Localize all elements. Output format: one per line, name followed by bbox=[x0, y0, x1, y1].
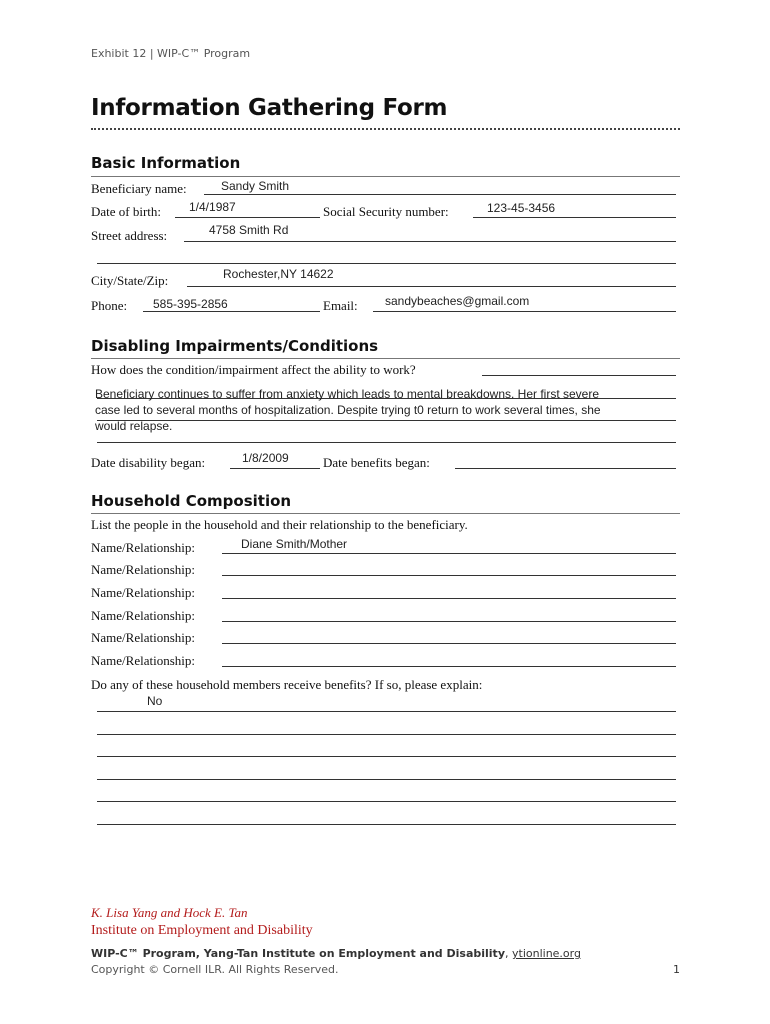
section-divider bbox=[91, 513, 680, 514]
footer-separator: , bbox=[505, 947, 512, 960]
work-impact-field[interactable] bbox=[482, 375, 676, 376]
street-address-value: 4758 Smith Rd bbox=[209, 223, 289, 237]
institute-logo-line1: K. Lisa Yang and Hock E. Tan bbox=[91, 905, 248, 920]
household-benefits-answer-line[interactable] bbox=[97, 801, 676, 802]
household-row-field[interactable] bbox=[222, 598, 676, 599]
household-row-field[interactable] bbox=[222, 553, 676, 554]
footer-website-link[interactable]: ytionline.org bbox=[512, 947, 581, 960]
beneficiary-name-value: Sandy Smith bbox=[221, 179, 290, 193]
beneficiary-name-field[interactable] bbox=[204, 194, 676, 195]
household-row-field[interactable] bbox=[222, 621, 676, 622]
page-number: 1 bbox=[673, 963, 680, 976]
city-state-zip-value: Rochester,NY 14622 bbox=[223, 267, 334, 281]
section-divider bbox=[91, 176, 680, 177]
ssn-value: 123-45-3456 bbox=[487, 201, 556, 215]
household-benefits-answer-line[interactable] bbox=[97, 824, 676, 825]
benefits-began-field[interactable] bbox=[455, 468, 676, 469]
household-row-label: Name/Relationship: bbox=[91, 653, 195, 668]
ssn-label: Social Security number: bbox=[323, 204, 449, 219]
email-value: sandybeaches@gmail.com bbox=[385, 294, 530, 308]
work-impact-question: How does the condition/impairment affect the ability to work? bbox=[91, 362, 416, 377]
dob-label: Date of birth: bbox=[91, 204, 162, 219]
beneficiary-name-label: Beneficiary name: bbox=[91, 181, 187, 196]
page-title: Information Gathering Form bbox=[91, 95, 448, 121]
disability-began-value: 1/8/2009 bbox=[242, 451, 289, 465]
household-row-label: Name/Relationship: bbox=[91, 630, 195, 645]
city-state-zip-field[interactable] bbox=[187, 286, 676, 287]
household-row-field[interactable] bbox=[222, 643, 676, 644]
dob-value: 1/4/1987 bbox=[189, 200, 236, 214]
household-row-label: Name/Relationship: bbox=[91, 585, 195, 600]
footer-copyright: Copyright © Cornell ILR. All Rights Reserved. bbox=[91, 963, 339, 976]
household-row-field[interactable] bbox=[222, 575, 676, 576]
footer-program bbox=[91, 947, 581, 960]
work-impact-answer-line[interactable] bbox=[97, 442, 676, 443]
footer-program-text: WIP-C™ Program, Yang-Tan Institute on Employment and Disability bbox=[91, 947, 505, 960]
phone-label: Phone: bbox=[91, 298, 128, 313]
household-row-label: Name/Relationship: bbox=[91, 562, 195, 577]
household-benefits-answer: No bbox=[147, 694, 163, 708]
section-divider bbox=[91, 358, 680, 359]
ssn-field[interactable] bbox=[473, 217, 676, 218]
disability-began-label: Date disability began: bbox=[91, 455, 206, 470]
street-address-label: Street address: bbox=[91, 228, 168, 243]
section-heading-basic: Basic Information bbox=[91, 154, 241, 172]
household-benefits-answer-line[interactable] bbox=[97, 711, 676, 712]
benefits-began-label: Date benefits began: bbox=[323, 455, 430, 470]
section-heading-disabling: Disabling Impairments/Conditions bbox=[91, 337, 379, 355]
street-address-field-line2[interactable] bbox=[97, 263, 676, 264]
household-instructions: List the people in the household and their relationship to the beneficiary. bbox=[91, 517, 468, 532]
phone-value: 585-395-2856 bbox=[153, 297, 228, 311]
street-address-field[interactable] bbox=[184, 241, 676, 242]
section-heading-household: Household Composition bbox=[91, 492, 292, 510]
city-state-zip-label: City/State/Zip: bbox=[91, 273, 169, 288]
household-benefits-answer-line[interactable] bbox=[97, 756, 676, 757]
email-label: Email: bbox=[323, 298, 358, 313]
work-impact-answer-line[interactable] bbox=[97, 420, 676, 421]
work-impact-answer-line-1: Beneficiary continues to suffer from anxiety which leads to mental breakdowns. Her first severe bbox=[95, 387, 600, 401]
institute-logo-line2: Institute on Employment and Disability bbox=[91, 923, 313, 938]
page-header: Exhibit 12 | WIP-C™ Program bbox=[91, 47, 251, 60]
household-benefits-answer-line[interactable] bbox=[97, 779, 676, 780]
work-impact-answer-line-3: would relapse. bbox=[95, 419, 173, 433]
household-benefits-answer-line[interactable] bbox=[97, 734, 676, 735]
dob-field[interactable] bbox=[175, 217, 320, 218]
work-impact-answer-line-2: case led to several months of hospitalization. Despite trying t0 return to work several times, she bbox=[95, 403, 601, 417]
disability-began-field[interactable] bbox=[230, 468, 320, 469]
household-row-label: Name/Relationship: bbox=[91, 540, 195, 555]
household-row-field[interactable] bbox=[222, 666, 676, 667]
phone-field[interactable] bbox=[143, 311, 320, 312]
title-divider bbox=[91, 128, 680, 130]
household-row-label: Name/Relationship: bbox=[91, 608, 195, 623]
email-field[interactable] bbox=[373, 311, 676, 312]
household-benefits-question: Do any of these household members receive benefits? If so, please explain: bbox=[91, 677, 483, 692]
household-row-value: Diane Smith/Mother bbox=[241, 537, 348, 551]
